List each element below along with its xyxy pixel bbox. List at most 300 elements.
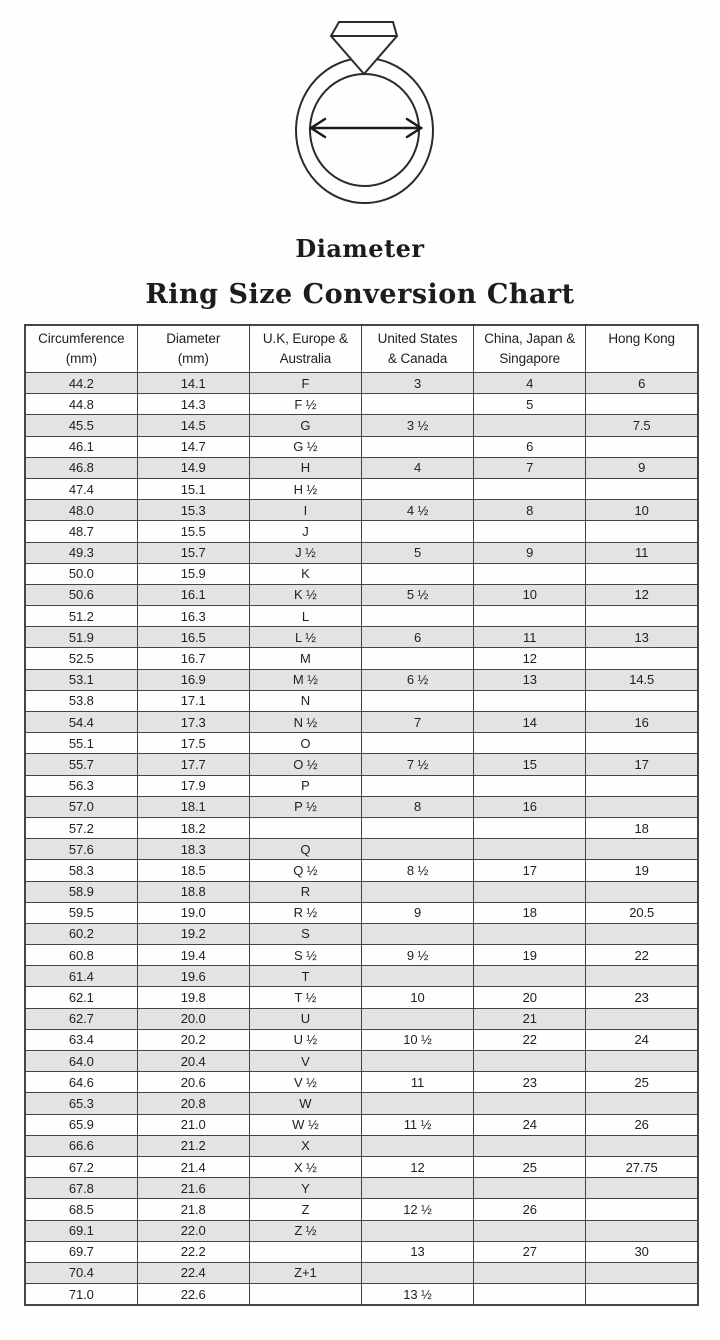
table-cell: 58.3 (25, 860, 137, 881)
table-cell: 26 (474, 1199, 586, 1220)
table-cell (586, 478, 698, 499)
table-cell: 20.6 (137, 1072, 249, 1093)
table-cell: 65.9 (25, 1114, 137, 1135)
table-row (25, 373, 698, 394)
table-cell: 4 (361, 457, 473, 478)
table-row (25, 860, 698, 881)
table-cell: F ½ (249, 394, 361, 415)
table-cell (586, 1093, 698, 1114)
column-header-2: Diameter (mm) (137, 325, 249, 373)
table-cell: 18.3 (137, 839, 249, 860)
table-cell (586, 606, 698, 627)
table-cell: 30 (586, 1241, 698, 1262)
table-cell (474, 415, 586, 436)
table-cell (474, 1051, 586, 1072)
table-cell: Z+1 (249, 1262, 361, 1283)
table-cell (586, 966, 698, 987)
table-row (25, 1051, 698, 1072)
column-header-1: Circumference (mm) (25, 325, 137, 373)
table-cell: T (249, 966, 361, 987)
table-cell: X (249, 1135, 361, 1156)
table-cell (586, 1008, 698, 1029)
table-cell: 44.8 (25, 394, 137, 415)
table-cell (586, 733, 698, 754)
table-cell: J ½ (249, 542, 361, 563)
table-row (25, 754, 698, 775)
table-cell: 46.1 (25, 436, 137, 457)
table-cell: 3 ½ (361, 415, 473, 436)
table-cell: Z (249, 1199, 361, 1220)
table-row (25, 1029, 698, 1050)
table-cell: 18.2 (137, 817, 249, 838)
table-cell: 18.5 (137, 860, 249, 881)
table-cell: 55.7 (25, 754, 137, 775)
table-cell: 61.4 (25, 966, 137, 987)
table-cell: 19.0 (137, 902, 249, 923)
table-cell (474, 1135, 586, 1156)
table-cell: 24 (474, 1114, 586, 1135)
table-cell (474, 1262, 586, 1283)
table-cell: 7 (474, 457, 586, 478)
table-cell: 9 ½ (361, 945, 473, 966)
table-cell (249, 817, 361, 838)
table-row (25, 1135, 698, 1156)
table-cell (361, 1008, 473, 1029)
table-cell: 9 (361, 902, 473, 923)
table-cell (361, 436, 473, 457)
table-cell (474, 733, 586, 754)
table-cell: 6 ½ (361, 669, 473, 690)
table-cell: Q (249, 839, 361, 860)
table-cell (361, 1135, 473, 1156)
table-cell: 57.6 (25, 839, 137, 860)
table-cell: Y (249, 1178, 361, 1199)
table-cell: 22.0 (137, 1220, 249, 1241)
table-cell: 58.9 (25, 881, 137, 902)
table-cell: V (249, 1051, 361, 1072)
table-row (25, 648, 698, 669)
table-cell: 16.3 (137, 606, 249, 627)
table-cell (474, 521, 586, 542)
table-header (25, 325, 698, 373)
table-row (25, 521, 698, 542)
table-cell (586, 521, 698, 542)
table-cell: P (249, 775, 361, 796)
table-cell: 5 (474, 394, 586, 415)
table-cell: 7 (361, 712, 473, 733)
table-cell: W (249, 1093, 361, 1114)
column-header-5: China, Japan & Singapore (474, 325, 586, 373)
table-cell: 16.9 (137, 669, 249, 690)
table-cell: 49.3 (25, 542, 137, 563)
table-cell: 12 (474, 648, 586, 669)
table-cell: 15.5 (137, 521, 249, 542)
table-cell (361, 648, 473, 669)
table-cell: J (249, 521, 361, 542)
table-cell: 23 (586, 987, 698, 1008)
table-cell: 62.1 (25, 987, 137, 1008)
table-cell: 16.7 (137, 648, 249, 669)
table-cell: T ½ (249, 987, 361, 1008)
table-cell: 54.4 (25, 712, 137, 733)
table-row (25, 1114, 698, 1135)
table-row (25, 394, 698, 415)
table-cell: 12 ½ (361, 1199, 473, 1220)
table-cell: 25 (586, 1072, 698, 1093)
table-cell: 14.5 (586, 669, 698, 690)
table-cell: Z ½ (249, 1220, 361, 1241)
table-cell: 71.0 (25, 1284, 137, 1306)
table-cell (361, 606, 473, 627)
table-cell: 46.8 (25, 457, 137, 478)
table-cell (586, 775, 698, 796)
table-cell (361, 521, 473, 542)
table-row (25, 1093, 698, 1114)
table-cell: 20 (474, 987, 586, 1008)
page-title: Ring Size Conversion Chart (145, 279, 575, 310)
table-row (25, 1072, 698, 1093)
table-cell: 15 (474, 754, 586, 775)
table-cell: U ½ (249, 1029, 361, 1050)
table-cell: G ½ (249, 436, 361, 457)
table-cell: 19.4 (137, 945, 249, 966)
table-cell: 19 (586, 860, 698, 881)
table-cell: 18.1 (137, 796, 249, 817)
column-header-3: U.K, Europe & Australia (249, 325, 361, 373)
table-row (25, 1220, 698, 1241)
table-cell: 21 (474, 1008, 586, 1029)
table-cell (361, 563, 473, 584)
table-cell: 14.5 (137, 415, 249, 436)
table-cell (361, 1220, 473, 1241)
table-cell: 17 (586, 754, 698, 775)
table-cell (361, 394, 473, 415)
table-cell: 60.8 (25, 945, 137, 966)
table-cell: 7.5 (586, 415, 698, 436)
table-cell (361, 966, 473, 987)
table-cell: 70.4 (25, 1262, 137, 1283)
table-cell: 64.6 (25, 1072, 137, 1093)
table-cell: 62.7 (25, 1008, 137, 1029)
table-cell: G (249, 415, 361, 436)
table-cell: 9 (474, 542, 586, 563)
table-cell (474, 817, 586, 838)
table-cell: F (249, 373, 361, 394)
table-cell (361, 775, 473, 796)
table-row (25, 606, 698, 627)
table-header-row (25, 325, 698, 373)
table-cell: 26 (586, 1114, 698, 1135)
table-row (25, 987, 698, 1008)
table-cell: U (249, 1008, 361, 1029)
table-cell: 22.6 (137, 1284, 249, 1306)
table-cell: 8 (361, 796, 473, 817)
table-cell: 22 (474, 1029, 586, 1050)
table-cell: N (249, 690, 361, 711)
table-cell (586, 881, 698, 902)
table-row (25, 669, 698, 690)
table-cell (474, 1178, 586, 1199)
table-cell (249, 1284, 361, 1306)
table-row (25, 817, 698, 838)
table-row (25, 584, 698, 605)
table-cell: 11 (474, 627, 586, 648)
table-cell: 67.8 (25, 1178, 137, 1199)
table-cell: 56.3 (25, 775, 137, 796)
table-cell (361, 733, 473, 754)
table-cell: 15.7 (137, 542, 249, 563)
table-cell (586, 1284, 698, 1306)
table-cell (586, 648, 698, 669)
table-cell (586, 839, 698, 860)
table-cell: 27.75 (586, 1156, 698, 1177)
table-cell (474, 1220, 586, 1241)
table-row (25, 1262, 698, 1283)
table-cell: S (249, 923, 361, 944)
table-row (25, 457, 698, 478)
table-row (25, 839, 698, 860)
table-cell: 60.2 (25, 923, 137, 944)
table-cell: 48.0 (25, 500, 137, 521)
table-cell: 69.7 (25, 1241, 137, 1262)
table-cell: 20.0 (137, 1008, 249, 1029)
table-cell: L (249, 606, 361, 627)
table-cell: 8 (474, 500, 586, 521)
table-row (25, 945, 698, 966)
table-cell: 23 (474, 1072, 586, 1093)
table-cell: N ½ (249, 712, 361, 733)
table-cell: 18 (586, 817, 698, 838)
table-cell (586, 923, 698, 944)
table-cell (361, 1051, 473, 1072)
table-cell (586, 1051, 698, 1072)
table-cell (474, 923, 586, 944)
table-row (25, 1156, 698, 1177)
table-cell: 11 ½ (361, 1114, 473, 1135)
table-cell: 4 (474, 373, 586, 394)
table-cell: 50.0 (25, 563, 137, 584)
table-cell (361, 817, 473, 838)
table-cell: 15.3 (137, 500, 249, 521)
table-cell: S ½ (249, 945, 361, 966)
table-cell (249, 1241, 361, 1262)
table-cell: 19.8 (137, 987, 249, 1008)
table-cell: 21.2 (137, 1135, 249, 1156)
table-cell: H (249, 457, 361, 478)
table-row (25, 775, 698, 796)
table-row (25, 1008, 698, 1029)
table-cell: L ½ (249, 627, 361, 648)
ring-size-conversion-table (24, 324, 699, 1306)
table-cell (586, 394, 698, 415)
table-row (25, 902, 698, 923)
table-cell: 11 (361, 1072, 473, 1093)
table-cell: 18.8 (137, 881, 249, 902)
table-cell: 25 (474, 1156, 586, 1177)
table-cell (586, 436, 698, 457)
table-cell: 55.1 (25, 733, 137, 754)
table-cell: O ½ (249, 754, 361, 775)
table-cell: 27 (474, 1241, 586, 1262)
table-cell: 24 (586, 1029, 698, 1050)
table-cell: 16.1 (137, 584, 249, 605)
table-cell: 4 ½ (361, 500, 473, 521)
table-cell: I (249, 500, 361, 521)
table-cell: 13 ½ (361, 1284, 473, 1306)
table-cell: 15.1 (137, 478, 249, 499)
table-cell (474, 690, 586, 711)
table-cell: 10 (474, 584, 586, 605)
table-row (25, 627, 698, 648)
table-cell: 16.5 (137, 627, 249, 648)
table-cell: 69.1 (25, 1220, 137, 1241)
conversion-table-wrap (24, 324, 699, 1306)
table-cell: 51.9 (25, 627, 137, 648)
table-cell: 21.6 (137, 1178, 249, 1199)
table-cell: 53.1 (25, 669, 137, 690)
table-cell (361, 690, 473, 711)
table-cell (586, 690, 698, 711)
table-cell: 14.1 (137, 373, 249, 394)
table-cell: 57.2 (25, 817, 137, 838)
table-cell: 10 (586, 500, 698, 521)
table-cell (474, 775, 586, 796)
table-cell: 45.5 (25, 415, 137, 436)
table-cell: 21.4 (137, 1156, 249, 1177)
table-cell: 52.5 (25, 648, 137, 669)
table-cell: 10 ½ (361, 1029, 473, 1050)
table-cell: 6 (474, 436, 586, 457)
table-row (25, 1199, 698, 1220)
table-cell (474, 966, 586, 987)
table-cell: K (249, 563, 361, 584)
table-cell: 17 (474, 860, 586, 881)
table-row (25, 712, 698, 733)
table-cell: 6 (361, 627, 473, 648)
table-cell: 22.4 (137, 1262, 249, 1283)
table-cell (586, 796, 698, 817)
table-row (25, 796, 698, 817)
table-row (25, 1241, 698, 1262)
table-cell: 63.4 (25, 1029, 137, 1050)
table-cell: O (249, 733, 361, 754)
table-row (25, 542, 698, 563)
table-row (25, 500, 698, 521)
table-cell: 16 (586, 712, 698, 733)
table-cell (586, 563, 698, 584)
table-cell: 47.4 (25, 478, 137, 499)
table-cell: 14.7 (137, 436, 249, 457)
table-cell: 48.7 (25, 521, 137, 542)
table-row (25, 733, 698, 754)
table-cell: 19.2 (137, 923, 249, 944)
table-cell: 19 (474, 945, 586, 966)
table-cell: K ½ (249, 584, 361, 605)
table-row (25, 966, 698, 987)
table-cell: M (249, 648, 361, 669)
table-cell (474, 606, 586, 627)
table-row (25, 415, 698, 436)
table-cell: 11 (586, 542, 698, 563)
table-cell (474, 839, 586, 860)
table-cell (361, 923, 473, 944)
table-cell: 12 (361, 1156, 473, 1177)
table-row (25, 563, 698, 584)
table-cell: 18 (474, 902, 586, 923)
table-cell: 44.2 (25, 373, 137, 394)
table-cell: 21.0 (137, 1114, 249, 1135)
ring-illustration-svg (265, 11, 455, 209)
table-row (25, 1178, 698, 1199)
table-cell: 13 (474, 669, 586, 690)
table-cell: 5 (361, 542, 473, 563)
table-cell: 12 (586, 584, 698, 605)
table-cell (361, 881, 473, 902)
table-cell: 20.5 (586, 902, 698, 923)
table-cell: 10 (361, 987, 473, 1008)
table-cell: 14 (474, 712, 586, 733)
table-cell: R ½ (249, 902, 361, 923)
table-cell (586, 1135, 698, 1156)
table-cell (361, 1093, 473, 1114)
table-cell (474, 563, 586, 584)
table-cell: 3 (361, 373, 473, 394)
table-cell (361, 478, 473, 499)
table-cell: 14.3 (137, 394, 249, 415)
table-cell: 53.8 (25, 690, 137, 711)
table-cell: 13 (361, 1241, 473, 1262)
table-cell: 59.5 (25, 902, 137, 923)
table-cell: 51.2 (25, 606, 137, 627)
table-cell: 9 (586, 457, 698, 478)
table-row (25, 690, 698, 711)
table-cell: 57.0 (25, 796, 137, 817)
table-cell (586, 1199, 698, 1220)
table-cell: 15.9 (137, 563, 249, 584)
diameter-label: Diameter (295, 234, 425, 263)
table-cell: P ½ (249, 796, 361, 817)
table-cell: R (249, 881, 361, 902)
table-cell: 5 ½ (361, 584, 473, 605)
table-cell (474, 881, 586, 902)
column-header-6: Hong Kong (586, 325, 698, 373)
table-cell: 22.2 (137, 1241, 249, 1262)
table-cell (586, 1262, 698, 1283)
table-cell (586, 1220, 698, 1241)
table-cell: 66.6 (25, 1135, 137, 1156)
table-cell: 14.9 (137, 457, 249, 478)
table-cell: 16 (474, 796, 586, 817)
table-cell: 8 ½ (361, 860, 473, 881)
table-cell (474, 1093, 586, 1114)
ring-diagram (0, 11, 720, 214)
table-row (25, 881, 698, 902)
table-cell: 21.8 (137, 1199, 249, 1220)
table-row (25, 923, 698, 944)
table-cell: 22 (586, 945, 698, 966)
table-cell (361, 1178, 473, 1199)
table-cell: 19.6 (137, 966, 249, 987)
table-cell (474, 1284, 586, 1306)
table-cell: M ½ (249, 669, 361, 690)
table-row (25, 478, 698, 499)
table-cell: 17.3 (137, 712, 249, 733)
table-body (25, 373, 698, 1306)
table-cell: 17.5 (137, 733, 249, 754)
table-cell: 65.3 (25, 1093, 137, 1114)
diamond-icon (331, 22, 397, 74)
table-cell (361, 839, 473, 860)
